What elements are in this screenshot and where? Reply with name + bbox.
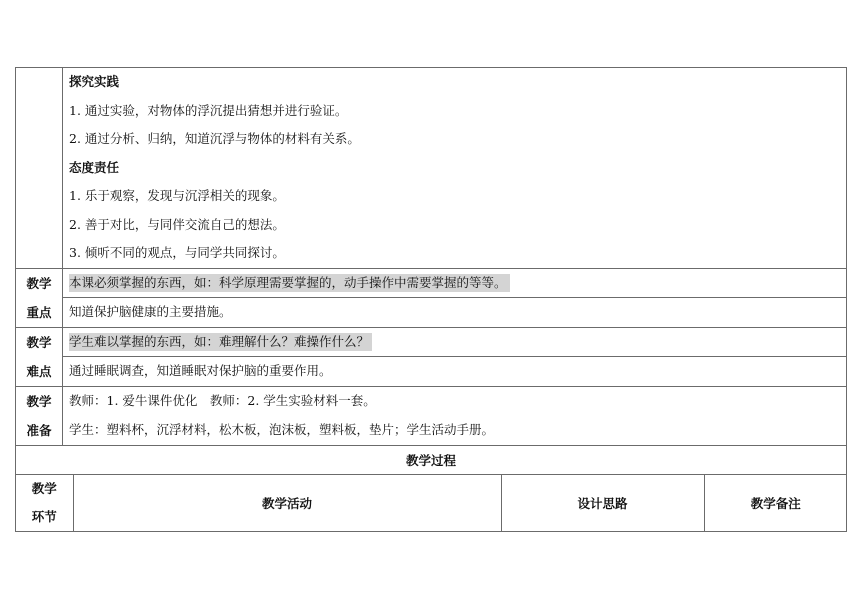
key-points-content: [63, 268, 847, 327]
process-header-table: [16, 475, 847, 531]
col-activity-header: 教学活动: [73, 475, 501, 531]
attitude-item: 1. 乐于观察，发现与沉浮相关的现象。: [69, 188, 285, 203]
difficulties-label: 教学 难点: [16, 327, 63, 386]
lesson-plan-table: [15, 67, 847, 532]
difficulties-content: [63, 327, 847, 386]
preparation-student: 学生：塑料杯，沉浮材料，松木板，泡沫板，塑料板，垫片；学生活动手册。: [69, 421, 495, 437]
explore-heading: 探究实践: [69, 74, 120, 89]
process-header-cell: [16, 474, 847, 531]
col-notes-header: 教学备注: [704, 475, 847, 531]
key-points-text: 知道保护脑健康的主要措施。: [63, 297, 846, 327]
difficulties-hint: 学生难以掌握的东西，如：难理解什么？难操作什么？: [69, 333, 372, 351]
key-points-row: [16, 268, 847, 327]
col-design-header: 设计思路: [501, 475, 704, 531]
key-points-label: 教学 重点: [16, 268, 63, 327]
preparation-content: [63, 386, 847, 445]
objectives-row: [16, 68, 847, 269]
process-title: 教学过程: [16, 445, 847, 474]
preparation-teacher: 教师：1. 爱牛课件优化 教师：2. 学生实验材料一套。: [69, 393, 376, 408]
explore-item: 1. 通过实验，对物体的浮沉提出猜想并进行验证。: [69, 102, 348, 118]
difficulties-row: [16, 327, 847, 386]
key-points-hint: 本课必须掌握的东西，如：科学原理需要掌握的，动手操作中需要掌握的等等。: [69, 274, 510, 292]
attitude-item: 3. 倾听不同的观点，与同学共同探讨。: [69, 245, 285, 260]
preparation-label: 教学 准备: [16, 386, 63, 445]
objectives-label-cell: [16, 68, 63, 269]
process-title-row: [16, 445, 847, 474]
attitude-item: 2. 善于对比，与同伴交流自己的想法。: [69, 216, 285, 232]
attitude-heading: 态度责任: [69, 159, 120, 175]
col-stage-header: 教学 环节: [31, 480, 57, 524]
process-header-row: [16, 474, 847, 531]
preparation-row: [16, 386, 847, 445]
explore-item: 2. 通过分析、归纳，知道沉浮与物体的材料有关系。: [69, 131, 360, 146]
difficulties-text: 通过睡眠调查，知道睡眠对保护脑的重要作用。: [63, 356, 846, 386]
objectives-content-cell: [63, 68, 847, 269]
